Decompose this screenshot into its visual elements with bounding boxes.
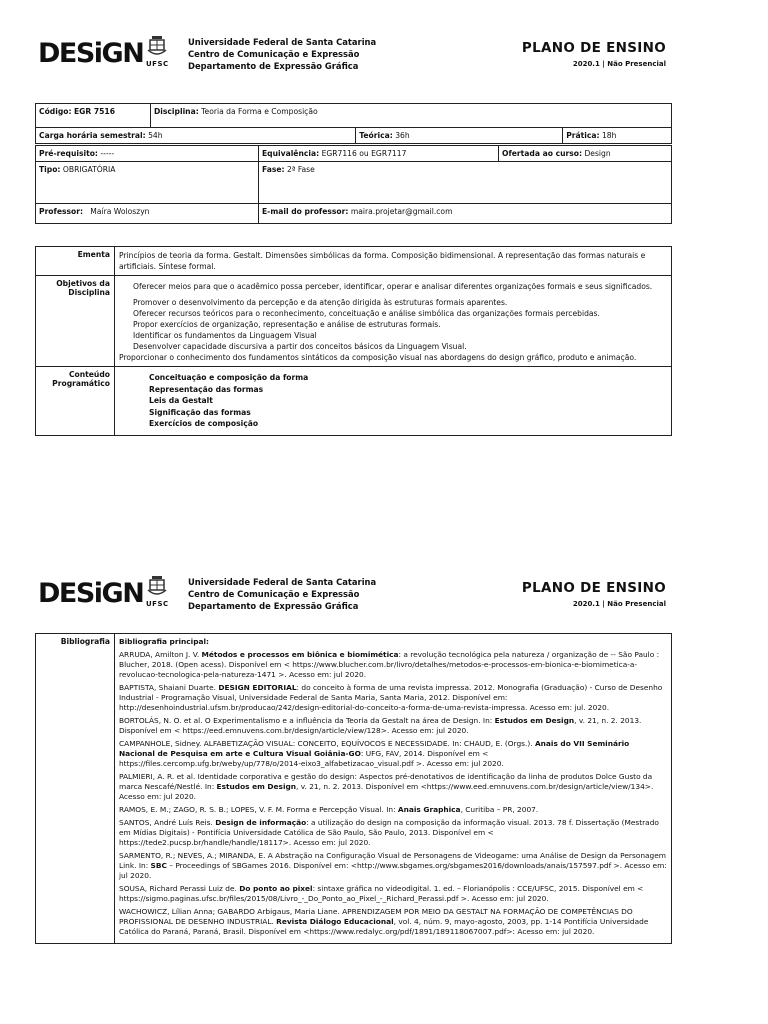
ufsc-label: UFSC [146,60,169,68]
reference-item: ARRUDA, Amilton J. V. Métodos e processos em biônica e biomimética: a revolução tecnológica pela natureza / organização de -- São Paulo : Blucher, 2018. (Open acess). Disponível em < https://www.blucher.com.br/livro/detalhes/metodos-e-processos-em-bionica-e-biomimetica-a-revolucao-tecnologica-pela-natureza-1471 >. Acesso em: jul 2020. [119,650,660,679]
header [38,38,666,98]
reference-item: BAPTISTA, Shaiani Duarte. DESIGN EDITORIAL: do conceito à forma de uma revista impressa. 2012. Monografia (Graduação) - Curso de Desenho Industrial - Programação Visual, Universidade Federal de Santa Maria, Santa Maria, 2012. Disponível em: http://desenhoindustrial.ufsm.br/producao/242/design-editorial-do-conceito-a-forma-de-uma-revista-impressa. Acesso em: jul. 2020. [119,683,663,712]
disciplina-cell: Disciplina: Teoria da Forma e Composição [151,104,672,128]
institution-block [188,36,376,72]
reference-item: PALMIERI, A. R. et al. Identidade corporativa e gestão do design: Aspectos pré-denotativos de identificação da linha de produtos Dolce Gusto da marca Nescafé/Nestlé. In: Estudos em Design, v. 21, n. 2. 2013. Disponível em <https://www.eed.emnuvens.com.br/design/article/view/134>. Acesso em: jul 2020. [119,772,654,801]
reference-item: CAMPANHOLE, Sidney. ALFABETIZAÇÃO VISUAL: CONCEITO, EQUÍVOCOS E NECESSIDADE. In: CHAUD, E. (Orgs.). Anais do VII Seminário Nacional de Pesquisa em arte e Cultura Visual Goiânia-GO: UFG, FAV, 2014. Disponível em < https://files.cercomp.ufg.br/weby/up/778/o/2014-eixo3_alfabetizacao_visual.pdf >. Acesso em: jul 2020. [119,739,630,768]
tipo-cell: Tipo: OBRIGATÓRIA [36,162,259,204]
fase-cell: Fase: 2ª Fase [259,162,672,204]
prereq-cell: Pré-requisito: ----- [36,146,259,162]
course-info-table [35,103,672,144]
reference-item: SARMENTO, R.; NEVES, A.; MIRANDA, E. A Abstração na Configuração Visual de Personagens de Videogame: uma Análise de Design da Personagem Link. In: SBC – Proceedings of SBGames 2016. Disponível em: <http://www.sbgames.org/sbgames2016/downloads/anais/157597.pdf >. Acesso em: jul 2020. [119,851,667,880]
objetivos-label: Objetivos da Disciplina [36,276,115,367]
ofertada-cell: Ofertada ao curso: Design [499,146,672,162]
page-2 [0,540,768,1024]
department-name: Departamento de Expressão Gráfica [188,601,359,611]
header [38,578,666,638]
conteudo-item: Leis da Gestalt [149,396,213,405]
objetivo-item: Promover o desenvolvimento da percepção e da atenção dirigida às estruturas formais aparentes. [133,298,508,307]
ufsc-crest-icon [146,34,168,58]
reference-item: RAMOS, E. M.; ZAGO, R. S. B.; LOPES, V. F. M. Forma e Percepção Visual. In: Anais Graphica, Curitiba – PR, 2007. [119,805,539,814]
objetivos-list [115,276,672,367]
page-1 [0,0,768,500]
ufsc-crest-icon [146,574,168,598]
equivalencia-cell: Equivalência: EGR7116 ou EGR7117 [259,146,499,162]
ufsc-label: UFSC [146,600,169,608]
conteudo-item: Significação das formas [149,407,251,417]
ementa-label: Ementa [36,247,115,276]
reference-item: WACHOWICZ, Lílian Anna; GABARDO Arbigaus, Maria Liane. APRENDIZAGEM POR MEIO DA GESTALT NA FORMAÇÃO DE COMPETÊNCIAS DO PROFISSIONAL DE DESENHO INDUSTRIAL. Revista Diálogo Educacional, vol. 4, núm. 9, mayo-agosto, 2003, pp. 1-14 Pontifícia Universidade Católica do Paraná, Paraná, Brasil. Disponível em <https://www.redalyc.org/pdf/1891/189118067007.pdf>: Acesso em: jul 2020. [119,907,649,936]
objetivo-item: Identificar os fundamentos da Linguagem Visual [133,331,317,340]
institution-block [188,576,376,612]
course-info-table-2 [35,145,672,224]
objetivo-item: Oferecer meios para que o acadêmico possa perceber, identificar, operar e analisar diferentes organizações formais e seus significados. [133,282,653,291]
bibliografia-list [115,634,672,944]
pratica-cell: Prática: 18h [563,128,672,144]
department-name: Departamento de Expressão Gráfica [188,61,359,71]
document-title: PLANO DE ENSINO [521,40,666,56]
reference-item: SANTOS, André Luís Reis. Design de informação: a utilização do design na composição da informação visual. 2013. 78 f. Dissertação (Mestrado em Mídias Digitais) - Pontifícia Universidade Católica de São Paulo, São Paulo, 2013. Disponível em < https://tede2.pucsp.br/handle/handle/18117>. Acesso em: jul 2020. [119,818,659,847]
objetivo-item: Proporcionar o conhecimento dos fundamentos sintáticos da composição visual nas abordagens do design gráfico, produto e animação. [119,353,637,362]
objetivo-item: Desenvolver capacidade discursiva a partir dos conceitos básicos da Linguagem Visual. [133,342,467,351]
design-logo: DESiGN [38,578,144,609]
conteudo-item: Conceituação e composição da forma [149,373,309,382]
professor-cell: Professor: Maíra Woloszyn [36,204,259,224]
university-name: Universidade Federal de Santa Catarina [188,37,377,47]
conteudo-label: Conteúdo Programático [36,367,115,436]
bibliography-table [35,633,672,944]
codigo-cell: Código: EGR 7516 [36,104,151,128]
ementa-text: Princípios de teoria da forma. Gestalt. Dimensões simbólicas da forma. Composição bidimensional. A representação das formas naturais e artificiais. Síntese formal. [115,247,672,276]
conteudo-list [115,367,672,436]
syllabus-table [35,246,672,436]
bibliografia-label: Bibliografia [36,634,115,944]
carga-cell: Carga horária semestral: 54h [36,128,356,144]
bibliografia-heading: Bibliografia principal: [119,637,209,646]
conteudo-item: Representação das formas [149,384,264,394]
semester-label: 2020.1 | Não Presencial [572,60,666,68]
teorica-cell: Teórica: 36h [356,128,563,144]
email-cell: E-mail do professor: maira.projetar@gmail.com [259,204,672,224]
center-name: Centro de Comunicação e Expressão [188,49,360,59]
objetivo-item: Propor exercícios de organização, representação e análise de estruturas formais. [133,320,441,329]
center-name: Centro de Comunicação e Expressão [188,589,360,599]
document-title: PLANO DE ENSINO [521,580,666,596]
design-logo: DESiGN [38,38,144,69]
reference-item: BORTOLÁS, N. O. et al. O Experimentalismo e a influência da Teoria da Gestalt na área de Design. In: Estudos em Design, v. 21, n. 2. 2013. Disponível em < https://eed.emnuvens.com.br/design/article/view/128>. Acesso em: jul 2020. [119,716,642,735]
university-name: Universidade Federal de Santa Catarina [188,577,377,587]
reference-item: SOUSA, Richard Perassi Luiz de. Do ponto ao pixel: sintaxe gráfica no videodigital. 1. ed. – Florianópolis : CCE/UFSC, 2015. Disponível em < https://sigmo.paginas.ufsc.br/files/2015/08/Livro_-_Do_Ponto_ao_Pixel_-_Richard_Perassi.pdf >. Acesso em: jul 2020. [119,884,644,903]
conteudo-item: Exercícios de composição [149,419,259,428]
semester-label: 2020.1 | Não Presencial [572,600,666,608]
objetivo-item: Oferecer recursos teóricos para o reconhecimento, conceituação e análise simbólica das organizações formais percebidas. [133,309,600,318]
